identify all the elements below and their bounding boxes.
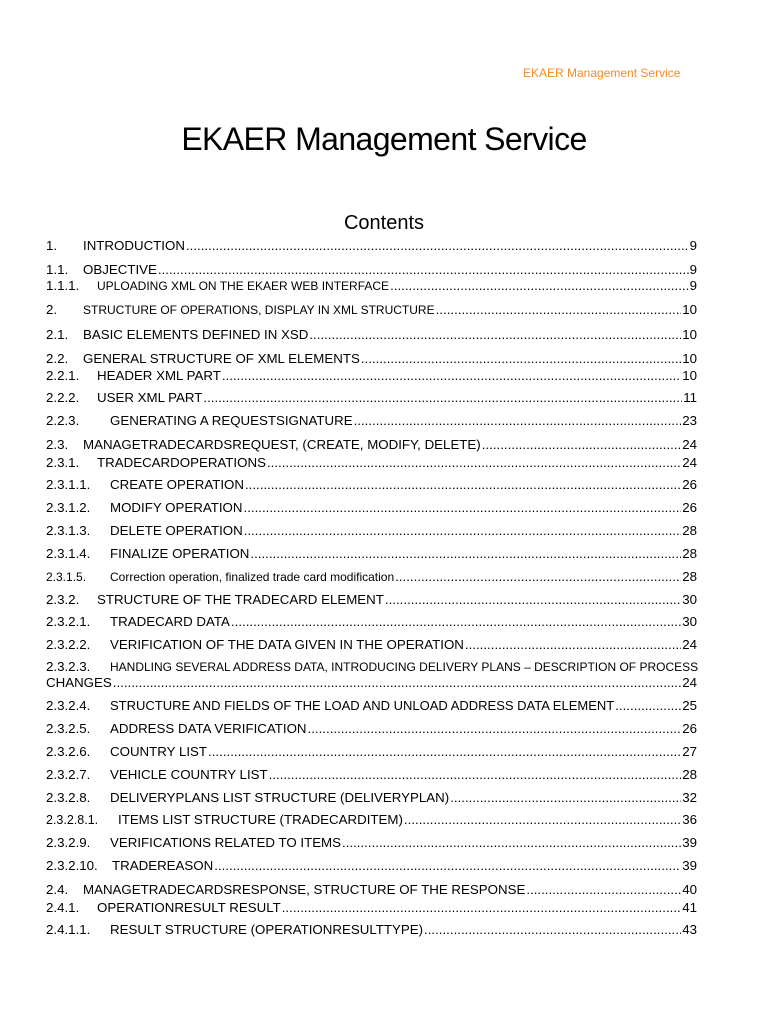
toc-entry[interactable] <box>46 437 697 453</box>
document-title: EKAER Management Service <box>181 121 587 157</box>
dot-leader <box>390 278 689 294</box>
toc-entry-number: 2.3.2.5. <box>46 721 91 736</box>
dot-leader <box>267 455 681 471</box>
toc-entry[interactable] <box>46 262 697 278</box>
toc-entry-number: 2.3.1.5. <box>46 570 87 584</box>
toc-entry-title: TRADECARDOPERATIONS <box>97 455 266 470</box>
running-header: EKAER Management Service <box>523 66 681 80</box>
toc-entry[interactable] <box>46 637 697 653</box>
dot-leader <box>309 327 681 343</box>
toc-entry[interactable] <box>46 698 697 714</box>
toc-entry[interactable] <box>46 278 697 294</box>
toc-entry-title-continued: CHANGES <box>46 675 112 690</box>
dot-leader <box>361 351 681 367</box>
toc-entry[interactable] <box>46 835 697 851</box>
dot-leader <box>244 500 682 516</box>
toc-entry-number: 2.3.1.2. <box>46 500 91 515</box>
toc-entry-title: OPERATIONRESULT RESULT <box>97 900 281 915</box>
toc-entry-title: MANAGETRADECARDSRESPONSE, STRUCTURE OF THE RESPONSE <box>83 882 526 897</box>
toc-entry[interactable] <box>46 238 697 254</box>
toc-entry-page: 9 <box>689 238 697 253</box>
toc-entry-number: 2.2. <box>46 351 69 366</box>
toc-entry[interactable] <box>46 767 697 783</box>
toc-entry-title: HEADER XML PART <box>97 368 221 383</box>
toc-entry-page: 41 <box>682 900 697 915</box>
toc-entry-title: OBJECTIVE <box>83 262 157 277</box>
toc-entry-page: 25 <box>682 698 697 713</box>
toc-entry-page: 26 <box>682 721 697 736</box>
toc-entry-page: 28 <box>682 546 697 561</box>
dot-leader <box>385 592 681 608</box>
dot-leader <box>450 790 681 806</box>
toc-entry[interactable] <box>46 523 697 539</box>
toc-entry[interactable] <box>46 546 697 562</box>
toc-entry-page: 40 <box>682 882 697 897</box>
toc-entry-title: ITEMS LIST STRUCTURE (TRADECARDITEM) <box>118 812 403 827</box>
dot-leader <box>354 413 682 429</box>
toc-entry-number: 2.1. <box>46 327 69 342</box>
dot-leader <box>482 437 681 453</box>
toc-entry-number: 2.3.2.7. <box>46 767 91 782</box>
dot-leader <box>158 262 689 278</box>
toc-entry-number: 2.3. <box>46 437 69 452</box>
toc-entry-number: 2.3.2.9. <box>46 835 91 850</box>
toc-entry-title: VERIFICATION OF THE DATA GIVEN IN THE OPERATION <box>110 637 464 652</box>
toc-entry-title: GENERAL STRUCTURE OF XML ELEMENTS <box>83 351 360 366</box>
dot-leader <box>222 368 681 384</box>
toc-entry[interactable] <box>46 614 697 630</box>
toc-entry-page: 28 <box>682 569 697 584</box>
toc-entry-page: 24 <box>682 637 697 652</box>
toc-entry-number: 2.3.2.10. <box>46 858 98 873</box>
dot-leader <box>308 721 682 737</box>
toc-entry-page: 23 <box>682 413 697 428</box>
toc-entry-number: 2.2.2. <box>46 390 80 405</box>
toc-entry-number: 2.3.1. <box>46 455 80 470</box>
toc-entry-number: 2.3.1.4. <box>46 546 91 561</box>
toc-entry-number: 2.2.1. <box>46 368 80 383</box>
toc-entry[interactable] <box>46 569 697 585</box>
dot-leader <box>404 812 681 828</box>
toc-entry-title: TRADECARD DATA <box>110 614 230 629</box>
toc-entry-title: STRUCTURE AND FIELDS OF THE LOAD AND UNLOAD ADDRESS DATA ELEMENT <box>110 698 615 713</box>
toc-entry[interactable] <box>46 721 697 737</box>
toc-entry-title: DELIVERYPLANS LIST STRUCTURE (DELIVERYPLAN) <box>110 790 450 805</box>
toc-entry-number: 1.1. <box>46 262 69 277</box>
toc-entry-title: VERIFICATIONS RELATED TO ITEMS <box>110 835 342 850</box>
toc-entry-page: 39 <box>682 858 697 873</box>
dot-leader <box>465 637 681 653</box>
toc-entry-title: MANAGETRADECARDSREQUEST, (CREATE, MODIFY, DELETE) <box>83 437 481 452</box>
toc-entry-page: 26 <box>682 500 697 515</box>
toc-entry-page: 10 <box>682 368 697 383</box>
toc-entry-page: 32 <box>682 790 697 805</box>
toc-entry[interactable] <box>46 455 697 471</box>
toc-entry-page: 30 <box>682 614 697 629</box>
toc-entry-page: 28 <box>682 523 697 538</box>
toc-entry[interactable] <box>46 390 697 406</box>
toc-entry[interactable] <box>46 858 697 874</box>
dot-leader <box>113 675 681 691</box>
toc-entry-number: 2.3.2.8. <box>46 790 91 805</box>
toc-entry[interactable] <box>46 922 697 938</box>
dot-leader <box>342 835 681 851</box>
toc-entry[interactable] <box>46 744 697 760</box>
toc-entry-number: 2.3.2.3. <box>46 659 91 674</box>
toc-entry[interactable] <box>46 327 697 343</box>
toc-entry-page: 39 <box>682 835 697 850</box>
toc-entry-page: 10 <box>682 351 697 366</box>
toc-entry[interactable] <box>46 368 697 384</box>
toc-entry-title: DELETE OPERATION <box>110 523 243 538</box>
toc-entry-title: STRUCTURE OF OPERATIONS, DISPLAY IN XML STRUCTURE <box>83 303 435 317</box>
toc-entry[interactable] <box>46 351 697 367</box>
dot-leader <box>231 614 681 630</box>
toc-entry-page: 43 <box>682 922 697 937</box>
toc-entry[interactable] <box>46 413 697 429</box>
dot-leader <box>186 238 689 254</box>
toc-entry[interactable] <box>46 790 697 806</box>
toc-entry-number: 2.3.2.2. <box>46 637 91 652</box>
toc-entry-title: GENERATING A REQUESTSIGNATURE <box>110 413 353 428</box>
toc-entry-number: 2.4.1.1. <box>46 922 91 937</box>
toc-entry[interactable] <box>46 500 697 516</box>
toc-entry-number: 2.3.1.1. <box>46 477 91 492</box>
toc-entry[interactable] <box>46 882 697 898</box>
contents-heading: Contents <box>343 212 425 234</box>
dot-leader <box>208 744 681 760</box>
toc-entry[interactable] <box>46 900 697 916</box>
dot-leader <box>424 922 681 938</box>
dot-leader <box>269 767 682 783</box>
toc-entry-title: CREATE OPERATION <box>110 477 244 492</box>
toc-entry-title: COUNTRY LIST <box>110 744 208 759</box>
toc-entry-title: Correction operation, finalized trade card modification <box>110 570 395 584</box>
toc-entry-title: BASIC ELEMENTS DEFINED IN XSD <box>83 327 309 342</box>
toc-entry-page: 11 <box>683 390 697 405</box>
toc-entry-number: 2.4. <box>46 882 69 897</box>
toc-entry-page: 27 <box>682 744 697 759</box>
toc-entry-number: 2. <box>46 302 58 317</box>
toc-entry-title: TRADEREASON <box>112 858 214 873</box>
toc-entry-page: 9 <box>689 262 697 277</box>
toc-entry-number: 2.3.2.4. <box>46 698 91 713</box>
toc-entry-page: 28 <box>682 767 697 782</box>
toc-entry-page: 24 <box>682 675 697 690</box>
toc-entry-title: FINALIZE OPERATION <box>110 546 250 561</box>
toc-entry-page: 9 <box>689 278 697 293</box>
toc-entry-page: 24 <box>682 455 697 470</box>
toc-entry-page: 26 <box>682 477 697 492</box>
toc-entry-title: MODIFY OPERATION <box>110 500 243 515</box>
toc-entry[interactable] <box>46 302 697 318</box>
toc-entry-title: HANDLING SEVERAL ADDRESS DATA, INTRODUCING DELIVERY PLANS – DESCRIPTION OF PROCESS <box>110 660 699 674</box>
toc-entry-title: ADDRESS DATA VERIFICATION <box>110 721 307 736</box>
toc-entry-number: 2.3.2. <box>46 592 80 607</box>
dot-leader <box>245 477 681 493</box>
toc-entry-number: 2.3.2.8.1. <box>46 813 99 827</box>
dot-leader <box>244 523 681 539</box>
toc-entry-title: VEHICLE COUNTRY LIST <box>110 767 268 782</box>
toc-entry-number: 2.3.2.1. <box>46 614 91 629</box>
toc-entry[interactable] <box>46 477 697 493</box>
toc-entry-number: 1.1.1. <box>46 278 80 293</box>
toc-entry-page: 10 <box>682 302 697 317</box>
dot-leader <box>203 390 682 406</box>
toc-entry-title: RESULT STRUCTURE (OPERATIONRESULTTYPE) <box>110 922 424 937</box>
toc-entry-number: 2.2.3. <box>46 413 80 428</box>
dot-leader <box>250 546 681 562</box>
toc-entry-page: 36 <box>682 812 697 827</box>
toc-entry-title: USER XML PART <box>97 390 203 405</box>
toc-entry-page: 24 <box>682 437 697 452</box>
toc-entry[interactable] <box>46 812 697 828</box>
toc-entry-page: 30 <box>682 592 697 607</box>
dot-leader <box>395 569 681 585</box>
toc-entry-title: UPLOADING XML ON THE EKAER WEB INTERFACE <box>97 279 390 293</box>
toc-entry-title: INTRODUCTION <box>83 238 185 253</box>
toc-entry-number: 1. <box>46 238 58 253</box>
toc-entry-title: STRUCTURE OF THE TRADECARD ELEMENT <box>97 592 384 607</box>
dot-leader <box>526 882 681 898</box>
toc-entry[interactable] <box>46 659 697 693</box>
dot-leader <box>214 858 681 874</box>
dot-leader <box>436 302 682 318</box>
dot-leader <box>282 900 681 916</box>
toc-entry-number: 2.3.2.6. <box>46 744 91 759</box>
dot-leader <box>615 698 681 714</box>
toc-entry-number: 2.4.1. <box>46 900 80 915</box>
toc-entry[interactable] <box>46 592 697 608</box>
toc-entry-number: 2.3.1.3. <box>46 523 91 538</box>
toc-entry-page: 10 <box>682 327 697 342</box>
